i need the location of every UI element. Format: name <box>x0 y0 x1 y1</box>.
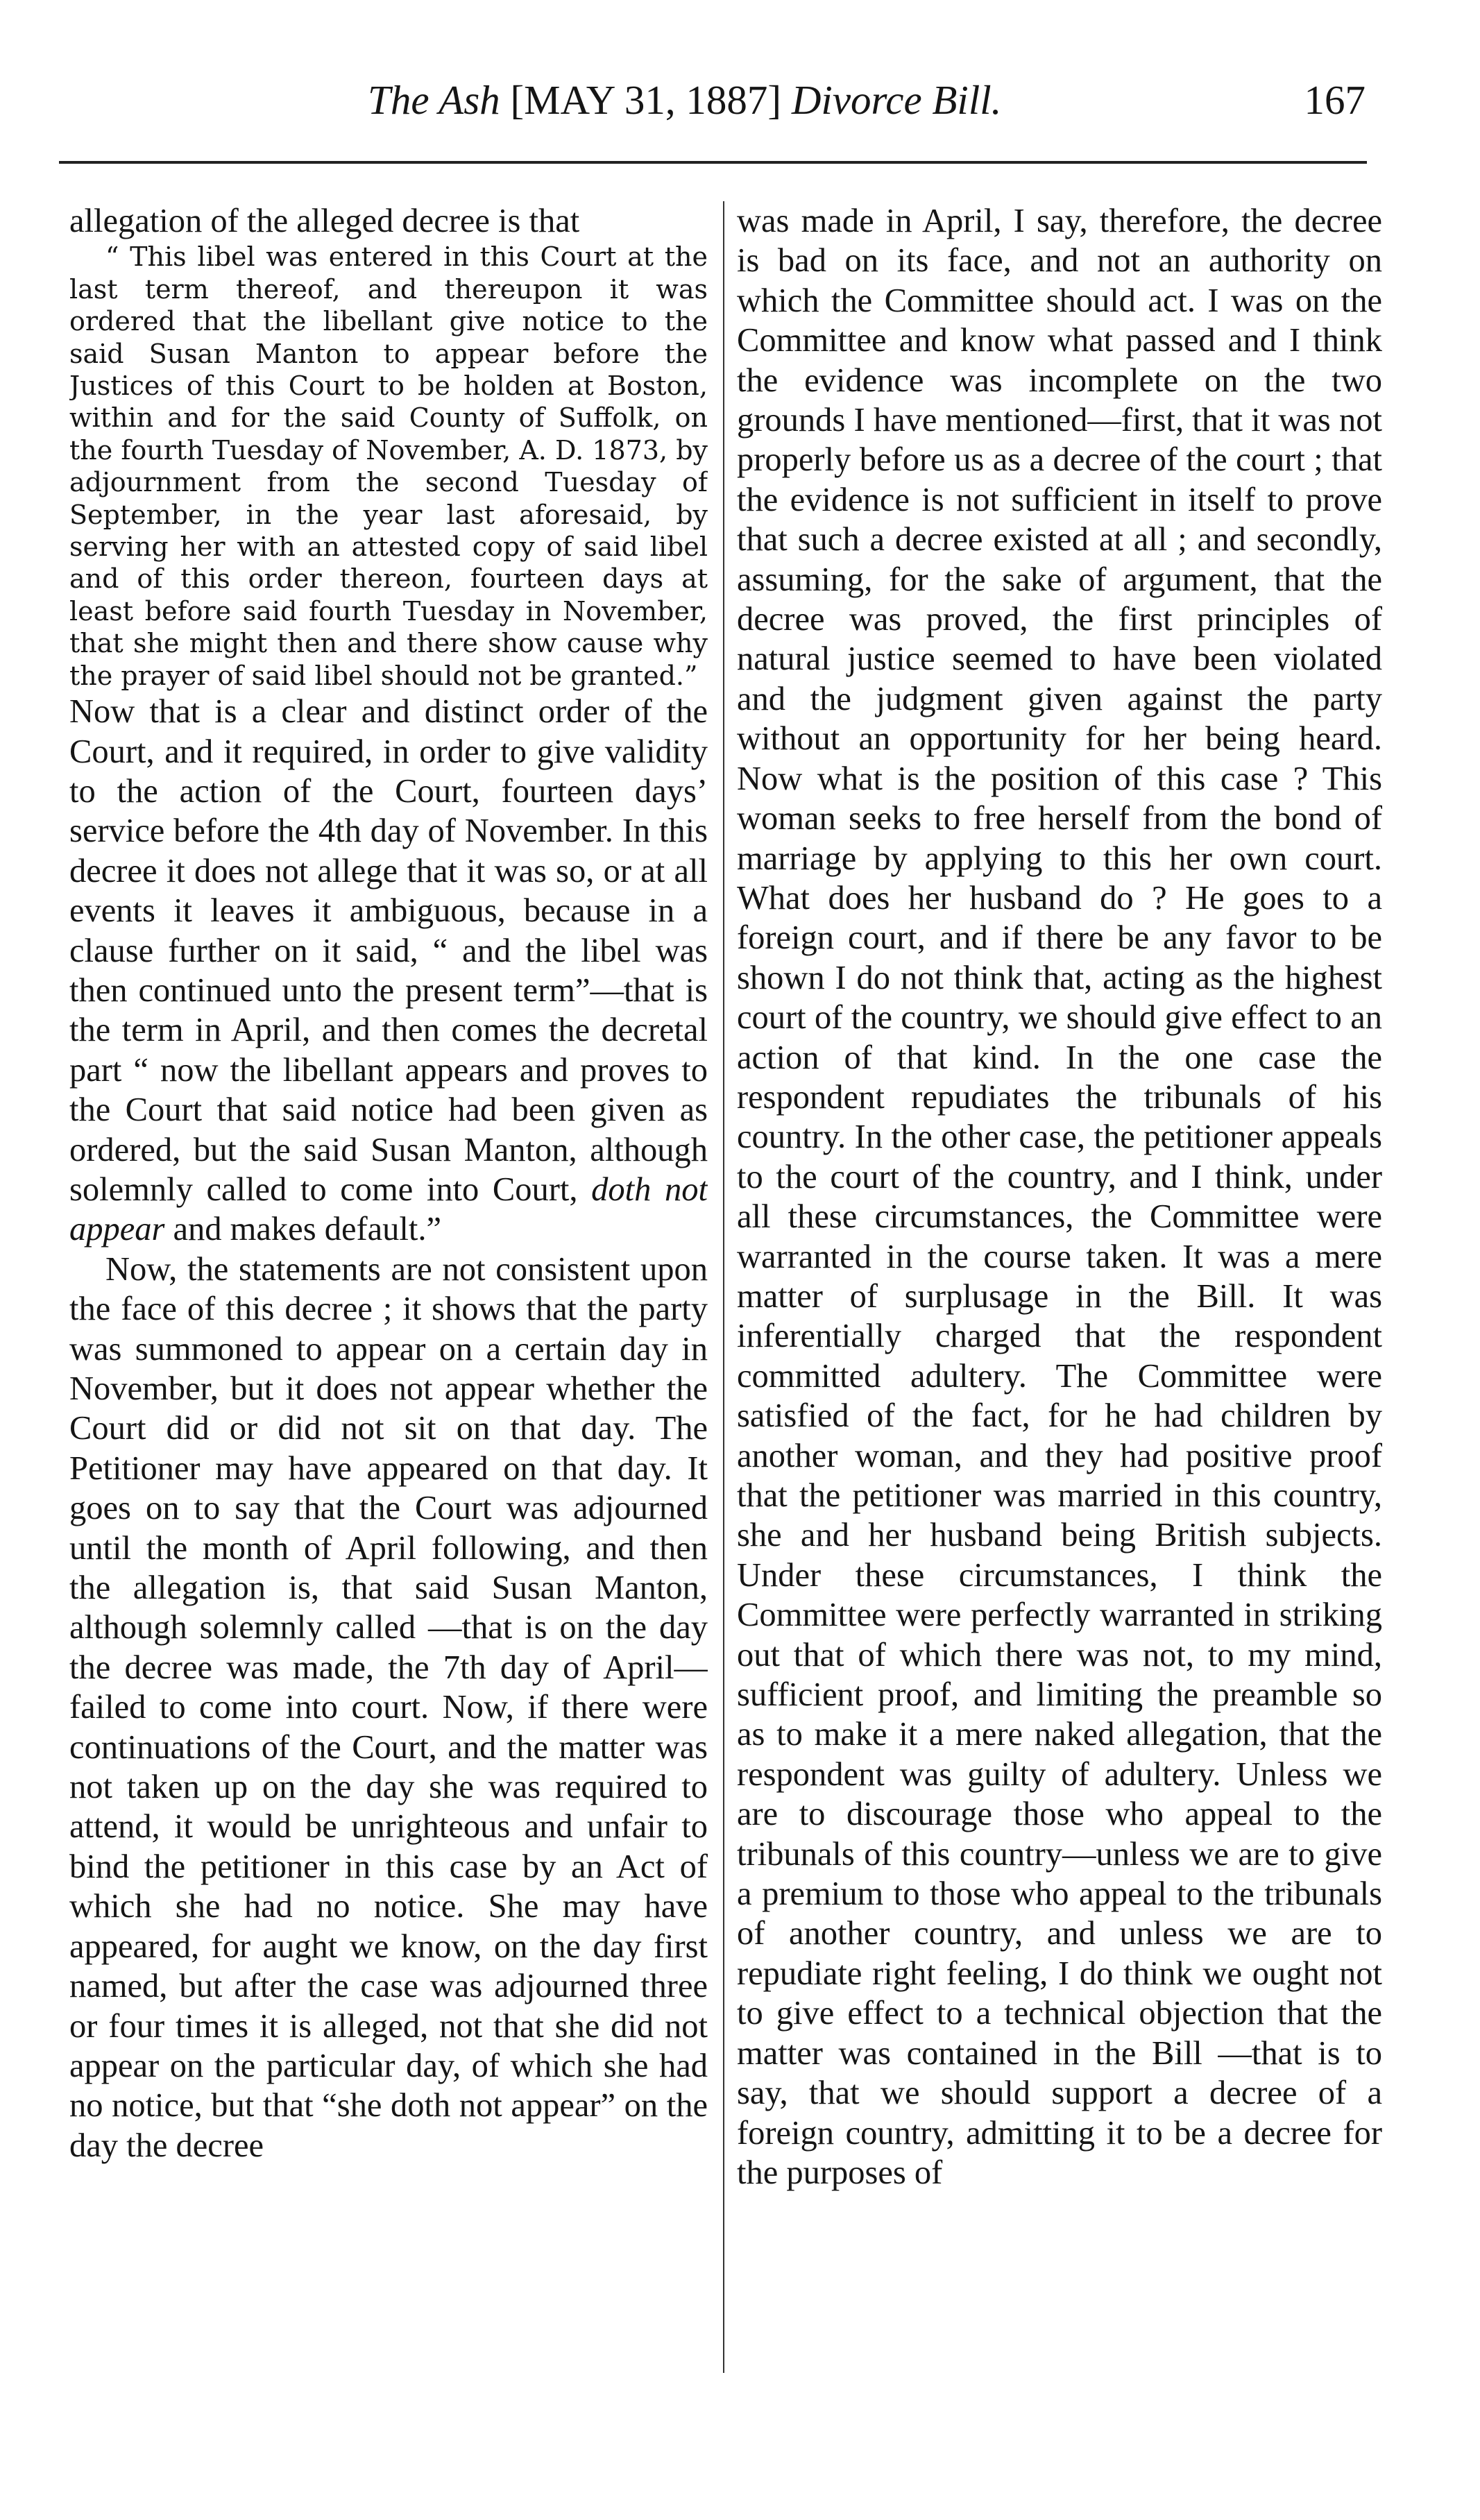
left-paragraph-3: Now, the statements are not consistent upon the face of this decree ; it shows that the party was summoned to appear on a certain day in November, but it does not appear whether the Court did or did not sit on that day. The Petitioner may have appeared on that day. It goes on to say that the Court was adjourned until the month of April following, and then the allegation is, that said Susan Manton, although solemnly called —that is on the day the decree was made, the 7th day of April—failed to come into court. Now, if there were continuations of the Court, and the matter was not taken up on the day she was required to attend, it would be unrighteous and unfair to bind the petitioner in this case by an Act of which she had no notice. She may have appeared, for aught we know, on the day first named, but after the case was adjourned three or four times it is alleged, not that she did not appear on the particular day, of which she had no notice, but that “she doth not appear” on the day the decree <box>69 1250 708 2164</box>
left-paragraph-2-italic: doth not appear <box>69 1170 708 1248</box>
right-paragraph-1: was made in April, I say, therefore, the decree is bad on its face, and not an authority on which the Committee should act. I was on the Committee and know what passed and I think the evidence was incomplete on the two grounds I have mentioned—first, that it was not properly before us as a decree of the court ; that the evidence is not sufficient in itself to prove that such a decree existed at all ; and secondly, assuming, for the sake of argument, that the decree was proved, the first principles of natural justice seemed to have been violated and the judgment given against the party without an opportunity for her being heard. Now what is the position of this case ? This woman seeks to free herself from the bond of marriage by applying to this her own court. What does her husband do ? He goes to a foreign court, and if there be any favor to be shown I do not think that, acting as the highest court of the country, we should give effect to an action of that kind. In the one case the respondent repudiates the tribunals of his country. In the other case, the petitioner appeals to the court of the country, and I think, under all these circumstances, the Committee were warranted in the course taken. It was a mere matter of surplusage in the Bill. It was inferentially charged that the respondent committed adultery. The Committee were satisfied of the fact, for he had children by another woman, and they had positive proof that the petitioner was married in this country, she and her husband being British subjects. Under these circumstances, I think the Committee were perfectly warranted in striking out that of which there was not, to my mind, sufficient proof, and limiting the preamble so as to make it a mere naked allegation, that the respondent was guilty of adultery. Unless we are to discourage those who appeal to the tribunals of this country—unless we are to give a premium to those who appeal to the tribunals of another country, and unless we are to repudiate right feeling, I do think we ought not to give effect to a technical objection that the matter was contained in the Bill —that is to say, that we should support a decree of a foreign country, admitting it to be a decree for the purposes of <box>737 203 1382 2191</box>
left-column <box>69 201 708 2387</box>
page-number: 167 <box>1304 77 1366 123</box>
left-paragraph-1: allegation of the alleged decree is that <box>69 203 580 239</box>
section-title: Divorce Bill. <box>791 77 1002 123</box>
column-divider <box>723 201 724 2373</box>
journal-name: The Ash <box>368 77 500 123</box>
header-date: [MAY 31, 1887] <box>510 77 782 123</box>
left-paragraph-2-text: Now that is a clear and distinct order of the Court, and it required, in order to give validity to the action of the Court, fourteen days’ service before the 4th day of November. In this decree it does not allege that it was so, or at all events it leaves it ambiguous, because in a clause further on it said, “ and the libel was then continued unto the present term”—that is the term in April, and then comes the decretal part “ now the libellant appears and proves to the Court that said notice had been given as ordered, but the said Susan Manton, although solemnly called to come into Court, <box>69 693 708 1208</box>
running-header <box>62 76 1418 139</box>
quoted-decree: “ This libel was entered in this Court at the last term thereof, and thereupon it was ordered that the libellant give notice to the said Susan Manton to appear before the Justices of this Court to be holden at Boston, within and for the said County of Suffolk, on the fourth Tuesday of November, A. D. 1873, by adjournment from the second Tuesday of September, in the year last aforesaid, by serving her with an attested copy of said libel and of this order thereon, fourteen days at least before said fourth Tuesday in November, that she might then and there show cause why the prayer of said libel should not be granted.” <box>69 241 708 691</box>
header-rule <box>59 161 1367 164</box>
right-column <box>737 201 1382 2387</box>
running-head-title <box>368 76 1001 124</box>
left-paragraph-2-end: and makes default.” <box>164 1211 442 1248</box>
left-paragraph-2 <box>69 692 708 1250</box>
